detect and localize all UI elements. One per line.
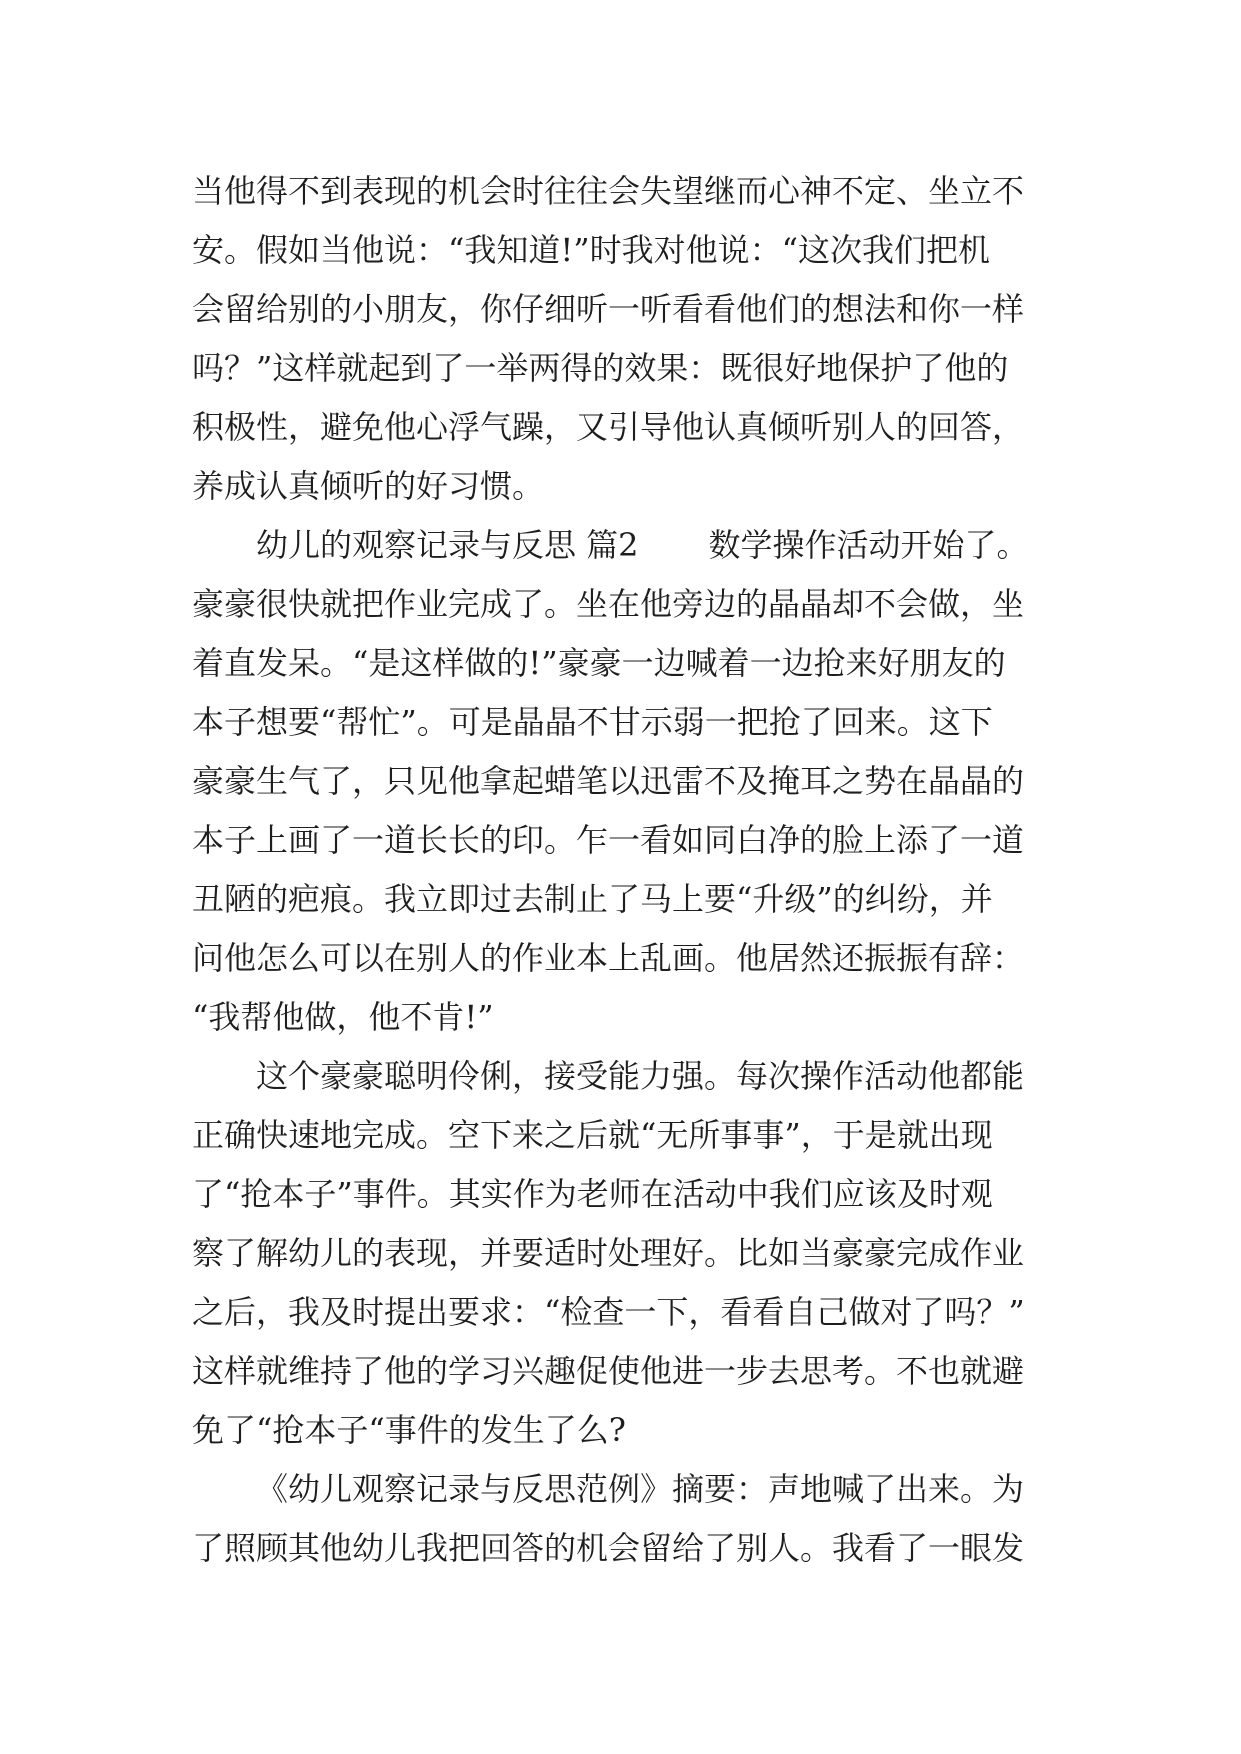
text-line: 问他怎么可以在别人的作业本上乱画。他居然还振振有辞： xyxy=(192,939,1025,977)
text-line: 吗？”这样就起到了一举两得的效果：既很好地保护了他的 xyxy=(192,349,1009,387)
text-line: 会留给别的小朋友，你仔细听一听看看他们的想法和你一样 xyxy=(192,290,1025,328)
text-line: 本子上画了一道长长的印。乍一看如同白净的脸上添了一道 xyxy=(192,821,1025,859)
section-heading: 幼儿的观察记录与反思 篇2 xyxy=(256,526,639,564)
text-line: 豪豪生气了，只见他拿起蜡笔以迅雷不及掩耳之势在晶晶的 xyxy=(192,762,1025,800)
text-line: 正确快速地完成。空下来之后就“无所事事”，于是就出现 xyxy=(192,1116,993,1154)
text-line: 安。假如当他说：“我知道!”时我对他说：“这次我们把机 xyxy=(192,231,990,269)
text-line: 了“抢本子”事件。其实作为老师在活动中我们应该及时观 xyxy=(192,1175,993,1213)
text-line: 丑陋的疤痕。我立即过去制止了马上要“升级”的纠纷，并 xyxy=(192,880,993,918)
section-heading-line xyxy=(192,516,1072,575)
text-line: 积极性，避免他心浮气躁，又引导他认真倾听别人的回答， xyxy=(192,408,1025,446)
text-line: 养成认真倾听的好习惯。 xyxy=(192,467,545,505)
text-line: 这样就维持了他的学习兴趣促使他进一步去思考。不也就避 xyxy=(192,1352,1025,1390)
text-line: 本子想要“帮忙”。可是晶晶不甘示弱一把抢了回来。这下 xyxy=(192,703,993,741)
text-line: 了照顾其他幼儿我把回答的机会留给了别人。我看了一眼发 xyxy=(192,1529,1025,1567)
text-line: 之后，我及时提出要求：“检查一下，看看自己做对了吗？” xyxy=(192,1293,1025,1331)
text-line: “我帮他做，他不肯!” xyxy=(192,998,494,1036)
text-line-start: 数学操作活动开始了。 xyxy=(708,526,1029,564)
text-line: 察了解幼儿的表现，并要适时处理好。比如当豪豪完成作业 xyxy=(192,1234,1025,1272)
document-body xyxy=(192,162,1072,1578)
text-line: 《幼儿观察记录与反思范例》摘要：声地喊了出来。为 xyxy=(256,1470,1025,1508)
text-line: 当他得不到表现的机会时往往会失望继而心神不定、坐立不 xyxy=(192,172,1025,210)
text-line: 免了“抢本子“事件的发生了么? xyxy=(192,1411,626,1449)
text-line: 着直发呆。“是这样做的!”豪豪一边喊着一边抢来好朋友的 xyxy=(192,644,1006,682)
text-line: 豪豪很快就把作业完成了。坐在他旁边的晶晶却不会做，坐 xyxy=(192,585,1025,623)
text-line: 这个豪豪聪明伶俐，接受能力强。每次操作活动他都能 xyxy=(256,1057,1025,1095)
